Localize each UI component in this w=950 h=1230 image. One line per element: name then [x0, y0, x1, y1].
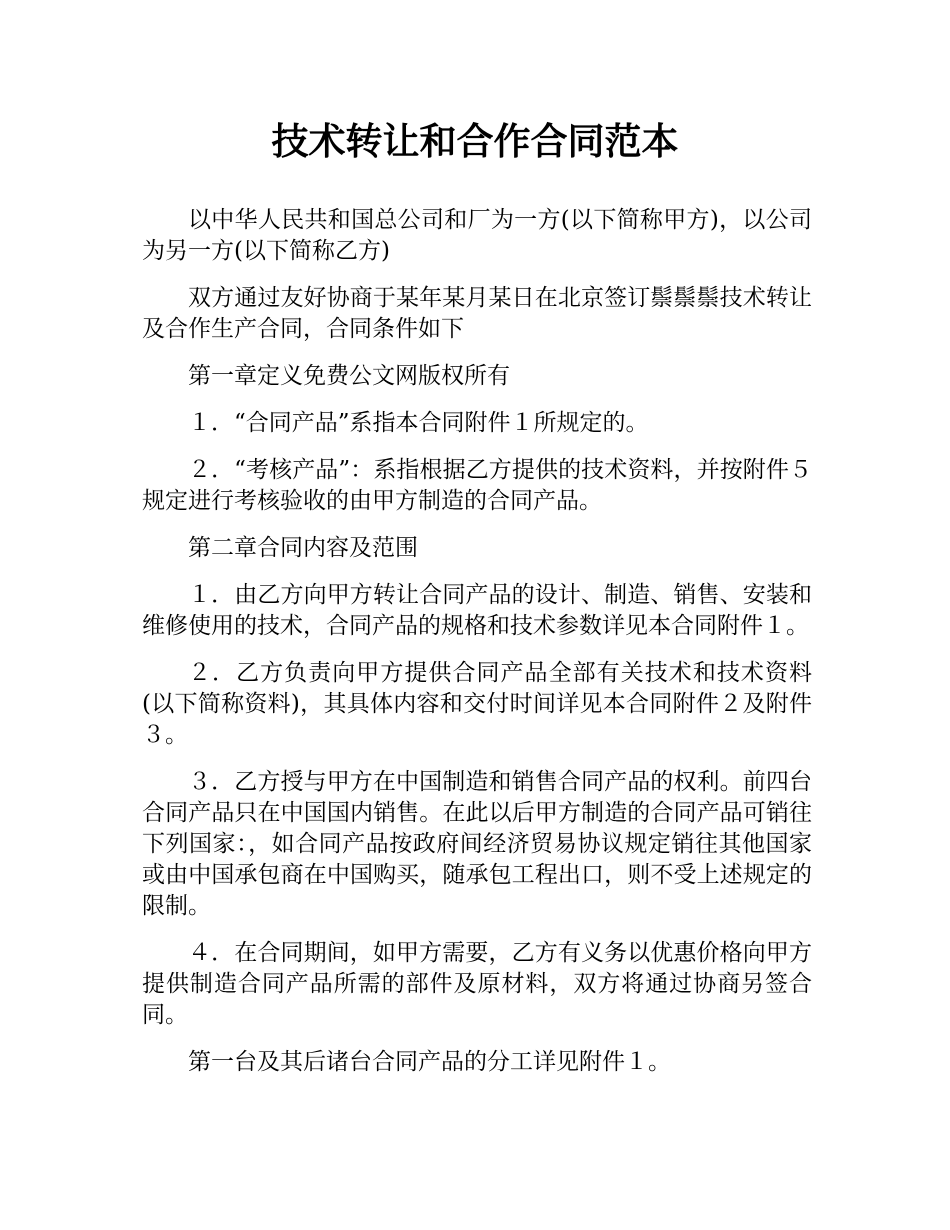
- chapter-2-item-1: １．由乙方向甲方转让合同产品的设计、制造、销售、安装和维修使用的技术，合同产品的规格和技术参数详见本合同附件１。: [142, 582, 812, 639]
- document-title: 技术转让和合作合同范本: [271, 120, 679, 163]
- chapter-2-item-4: ４．在合同期间，如甲方需要，乙方有义务以优惠价格向甲方提供制造合同产品所需的部件及原材料，双方将通过协商另签合同。: [142, 940, 812, 1028]
- paragraph-agreement: 双方通过友好协商于某年某月某日在北京签订鬃鬃鬃技术转让及合作生产合同，合同条件如下: [142, 285, 812, 342]
- document-body: [142, 205, 812, 1094]
- paragraph-division-of-work: 第一台及其后诸台合同产品的分工详见附件１。: [188, 1049, 671, 1075]
- chapter-2-item-2: ２．乙方负责向甲方提供合同产品全部有关技术和技术资料(以下简称资料)，其具体内容和交付时间详见本合同附件２及附件３。: [142, 660, 812, 748]
- chapter-2-item-3: ３．乙方授与甲方在中国制造和销售合同产品的权利。前四台合同产品只在中国国内销售。在此以后甲方制造的合同产品可销往下列国家：，如合同产品按政府间经济贸易协议规定销往其他国家或由中国承包商在中国购买，随承包工程出口，则不受上述规定的限制。: [142, 769, 812, 919]
- chapter-1-item-2: ２．“考核产品”：系指根据乙方提供的技术资料，并按附件５规定进行考核验收的由甲方制造的合同产品。: [142, 457, 812, 514]
- paragraph-parties: 以中华人民共和国总公司和厂为一方(以下简称甲方)，以公司为另一方(以下简称乙方): [142, 207, 812, 264]
- chapter-2-heading: 第二章合同内容及范围: [188, 535, 418, 561]
- chapter-1-item-1: １．“合同产品”系指本合同附件１所规定的。: [188, 410, 649, 436]
- chapter-1-heading: 第一章定义免费公文网版权所有: [188, 363, 510, 389]
